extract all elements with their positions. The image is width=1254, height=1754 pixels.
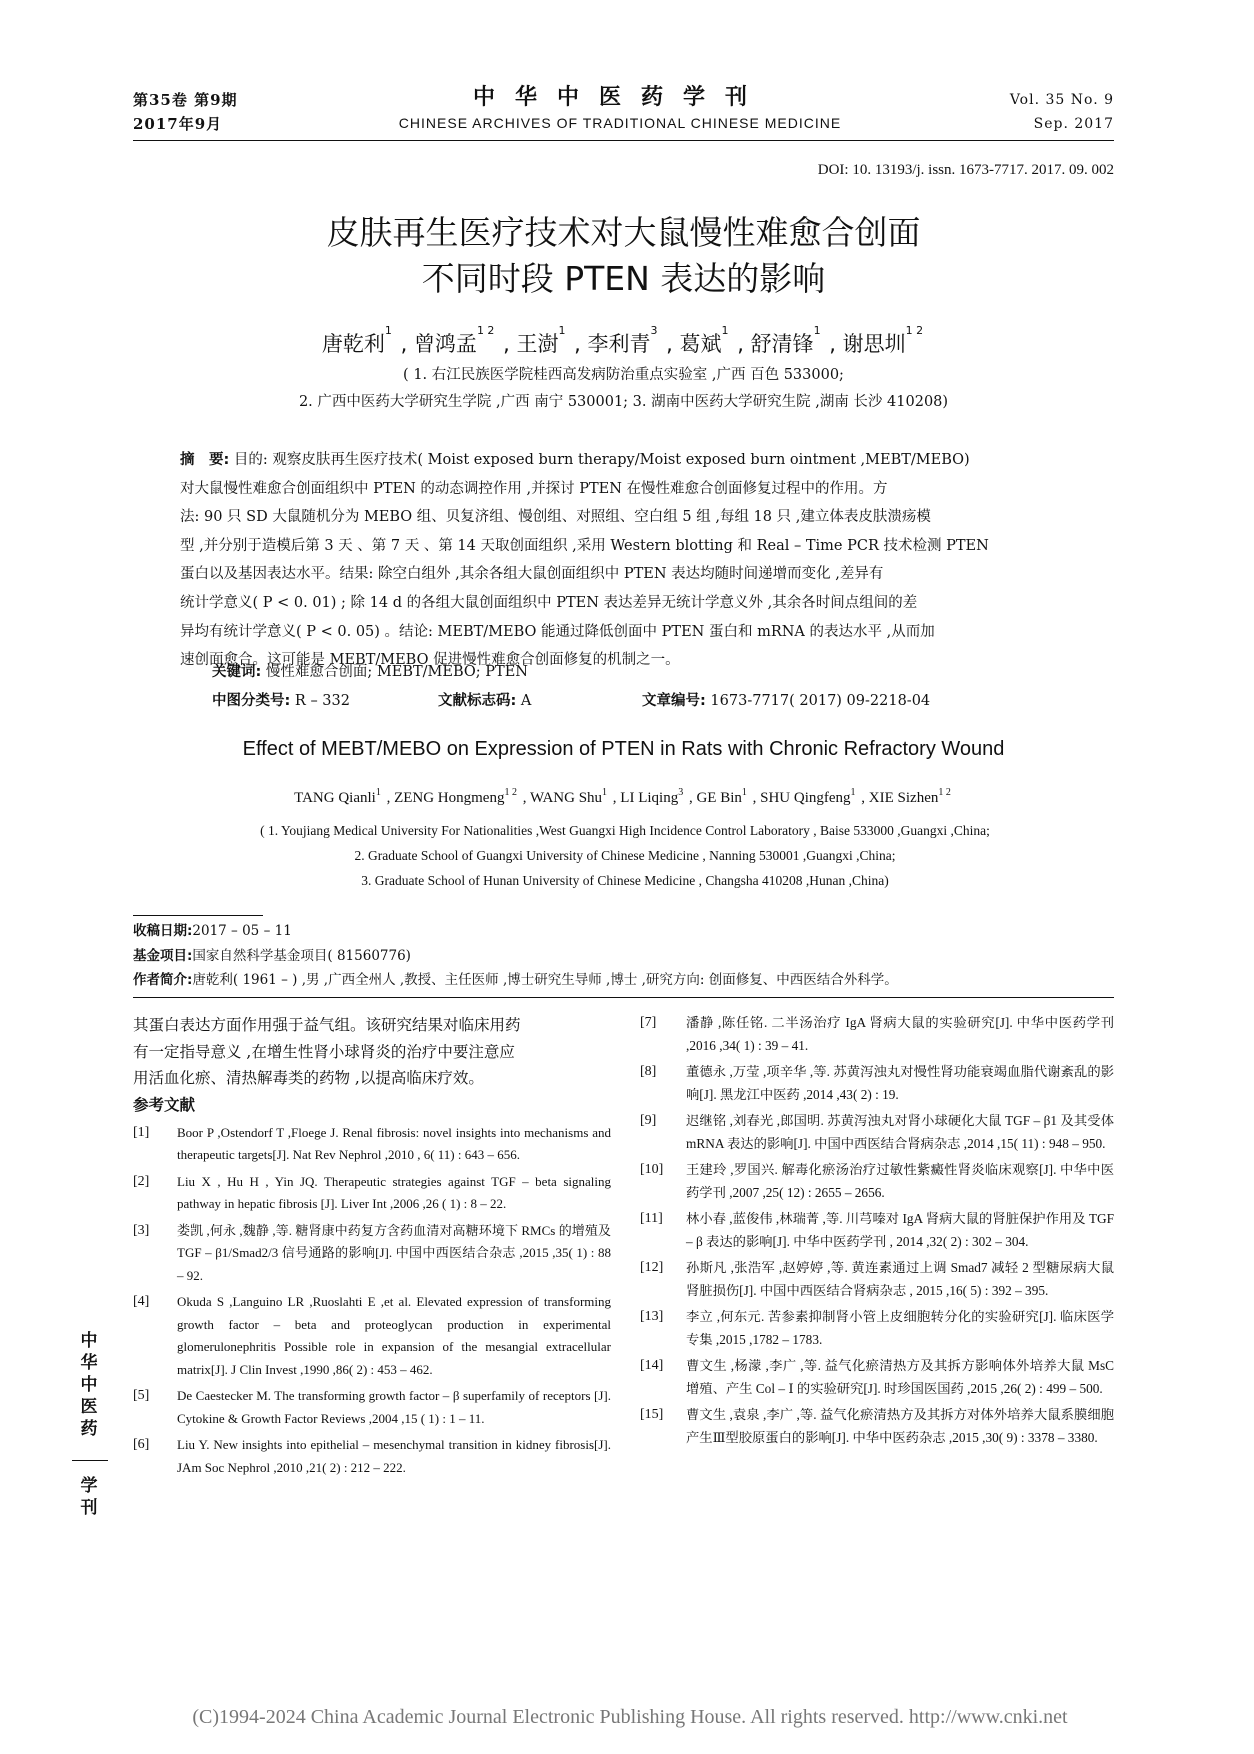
reference-item: [4] Okuda S ,Languino LR ,Ruoslahti E ,et al. Elevated expression of transforming growth factor – beta and proteoglycan production in experimental glomerulonephritis Possible role in expansion of the mesangial extracellular matrix[J]. J Clin Invest ,1990 ,86( 2) : 453 – 462. bbox=[133, 1294, 611, 1377]
abstract-line: 摘 要: 目的: 观察皮肤再生医疗技术( Moist exposed burn therapy/Moist exposed burn ointment ,MEBT/MEBO) bbox=[180, 452, 970, 468]
abstract-line: 异均有统计学意义( P < 0. 05) 。结论: MEBT/MEBO 能通过降低创面中 PTEN 蛋白和 mRNA 的表达水平 ,从而加 bbox=[180, 623, 935, 640]
header-volume-en bbox=[1010, 88, 1114, 136]
journal-masthead bbox=[360, 80, 880, 131]
footnote-author: 作者简介:唐乾利( 1961 – ) ,男 ,广西全州人 ,教授、主任医师 ,博士研究生导师 ,博士 ,研究方向: 创面修复、中西医结合外科学。 bbox=[133, 972, 898, 988]
left-column bbox=[133, 1012, 611, 1483]
reference-item: [5] De Caestecker M. The transforming growth factor – β superfamily of receptors [J]. Cytokine & Growth Factor Reviews ,2004 ,15 ( 1) : 1 – 11. bbox=[133, 1388, 611, 1426]
affiliation-cn-line: ( 1. 右江民族医学院桂西高发病防治重点实验室 ,广西 百色 533000; bbox=[403, 367, 844, 383]
authors-cn: 唐乾利$^1$ , 曾鸿孟$^{1 2}$ , 王澍$^1$ , 李利青$^3$ , 葛斌$^1$ , 舒清锋$^1$ , 谢思圳$^{1 2}$ bbox=[321, 324, 924, 356]
title-cn-line2: 不同时段 PTEN 表达的影响 bbox=[421, 259, 826, 298]
reference-item: [11] 林小春 ,蓝俊伟 ,林瑞菁 ,等. 川芎嗪对 IgA 肾病大鼠的肾脏保护作用及 TGF – β 表达的影响[J]. 中华中医药学刊 , 2014 ,32( 2) : 302 – 304. bbox=[640, 1211, 1114, 1249]
author-cn: 谢思圳$^{1 2}$ bbox=[842, 324, 924, 356]
author-en: LI Liqing$^3$ bbox=[620, 787, 684, 806]
abstract-line: 速创面愈合。这可能是 MEBT/MEBO 促进慢性难愈合创面修复的机制之一。 bbox=[180, 652, 680, 669]
title-cn bbox=[133, 210, 1114, 302]
affiliations-cn bbox=[133, 362, 1114, 416]
body-line: 用活血化瘀、清热解毒类的药物 ,以提高临床疗效。 bbox=[133, 1069, 484, 1087]
title-cn-line1: 皮肤再生医疗技术对大鼠慢性难愈合创面 bbox=[326, 213, 921, 252]
reference-item: [2] Liu X , Hu H , Yin JQ. Therapeutic strategies against TGF – beta signaling pathway in hepatic fibrosis [J]. Liver Int ,2006 ,26 ( 1) : 8 – 22. bbox=[133, 1173, 611, 1211]
keywords-label: 关键词: bbox=[212, 664, 262, 680]
author-cn: 曾鸿孟$^{1 2}$ bbox=[413, 324, 495, 356]
title-en: Effect of MEBT/MEBO on Expression of PTEN in Rats with Chronic Refractory Wound bbox=[242, 738, 1005, 760]
author-cn: 唐乾利$^1$ bbox=[321, 324, 392, 356]
header-volume bbox=[133, 88, 238, 136]
reference-item: [10] 王建玲 ,罗国兴. 解毒化瘀汤治疗过敏性紫癜性肾炎临床观察[J]. 中华中医药学刊 ,2007 ,25( 12) : 2655 – 2656. bbox=[640, 1162, 1114, 1200]
author-en: TANG Qianli$^1$ bbox=[294, 787, 381, 806]
reference-item: [14] 曹文生 ,杨濛 ,李广 ,等. 益气化瘀清热方及其拆方影响体外培养大鼠 MsC 增殖、产生 Col – Ⅰ 的实验研究[J]. 时珍国医国药 ,2015 ,26( 2) : 499 – 500. bbox=[640, 1358, 1114, 1396]
reference-item: [1] Boor P ,Ostendorf T ,Floege J. Renal fibrosis: novel insights into mechanisms and therapeutic targets[J]. Nat Rev Nephrol ,2010 , 6( 11) : 643 – 656. bbox=[133, 1124, 611, 1162]
side-journal-label-top: 中 华 中 医 药 bbox=[80, 1331, 98, 1439]
doi: DOI: 10. 13193/j. issn. 1673-7717. 2017. 09. 002 bbox=[817, 162, 1114, 178]
section-rule bbox=[133, 997, 1114, 998]
reference-item: [8] 董德永 ,万莹 ,项辛华 ,等. 苏黄泻浊丸对慢性肾功能衰竭血脂代谢紊乱的影响[J]. 黑龙江中医药 ,2014 ,43( 2) : 19. bbox=[640, 1064, 1114, 1102]
body-line: 有一定指导意义 ,在增生性肾小球肾炎的治疗中要注意应 bbox=[133, 1042, 515, 1061]
footnotes bbox=[133, 919, 898, 993]
affiliation-en-line: 3. Graduate School of Hunan University of Chinese Medicine , Changsha 410208 ,Hunan ,China) bbox=[361, 873, 889, 888]
author-en: GE Bin$^1$ bbox=[696, 787, 747, 806]
copyright-footer: (C)1994-2024 China Academic Journal Electronic Publishing House. All rights reserved. http://www.cnki.net bbox=[192, 1706, 1068, 1728]
body-text bbox=[133, 1012, 611, 1092]
author-cn: 李利青$^3$ bbox=[587, 324, 658, 356]
abstract-line: 统计学意义( P < 0. 01) ; 除 14 d 的各组大鼠创面组织中 PTEN 表达差异无统计学意义外 ,其余各时间点组间的差 bbox=[180, 594, 918, 611]
author-cn: 舒清锋$^1$ bbox=[750, 324, 821, 356]
footnote-fund: 基金项目:国家自然科学基金项目( 81560776) bbox=[133, 947, 411, 964]
article-number: 文章编号: 1673-7717( 2017) 09-2218-04 bbox=[642, 693, 931, 709]
reference-item: [9] 迟继铭 ,刘春光 ,郎国明. 苏黄泻浊丸对肾小球硬化大鼠 TGF – β1 及其受体 mRNA 表达的影响[J]. 中国中西医结合肾病杂志 ,2014 ,15( 11) : 948 – 950. bbox=[640, 1113, 1114, 1151]
affiliation-en-line: 2. Graduate School of Guangxi University of Chinese Medicine , Nanning 530001 ,Guangxi ,China; bbox=[354, 848, 896, 863]
author-cn: 葛斌$^1$ bbox=[679, 324, 729, 356]
abstract-line: 型 ,并分别于造模后第 3 天 、第 7 天 、第 14 天取创面组织 ,采用 Western blotting 和 Real – Time PCR 技术检测 PTEN bbox=[180, 537, 989, 554]
author-en: ZENG Hongmeng$^{1 2}$ bbox=[394, 787, 517, 806]
clc-number: 中图分类号: R – 332 bbox=[212, 693, 350, 709]
affiliations-en bbox=[160, 818, 1090, 893]
header-volume-issue: 第35卷 第9期 bbox=[133, 91, 238, 109]
side-rule bbox=[72, 1460, 108, 1461]
abstract-label: 摘 要: bbox=[180, 452, 230, 468]
abstract bbox=[180, 446, 1080, 675]
header-date-cn: 2017年9月 bbox=[133, 115, 223, 133]
abstract-line: 法: 90 只 SD 大鼠随机分为 MEBO 组、贝复济组、慢创组、对照组、空白组 5 组 ,每组 18 只 ,建立体表皮肤溃疡模 bbox=[180, 509, 931, 526]
abstract-line: 对大鼠慢性难愈合创面组织中 PTEN 的动态调控作用 ,并探讨 PTEN 在慢性难愈合创面修复过程中的作用。方 bbox=[180, 480, 888, 497]
reference-item: [12] 孙斯凡 ,张浩军 ,赵婷婷 ,等. 黄连素通过上调 Smad7 减轻 2 型糖尿病大鼠肾脏损伤[J]. 中国中西医结合肾病杂志 , 2015 ,16( 5) : 392 – 395. bbox=[640, 1260, 1114, 1298]
footnote-rule bbox=[133, 915, 263, 916]
keywords bbox=[212, 660, 528, 681]
body-line: 其蛋白表达方面作用强于益气组。该研究结果对临床用药 bbox=[133, 1016, 521, 1034]
author-cn: 王澍$^1$ bbox=[516, 324, 566, 356]
header-date-en: Sep. 2017 bbox=[1033, 116, 1114, 132]
keywords-text: 慢性难愈合创面; MEBT/MEBO; PTEN bbox=[265, 664, 528, 680]
affiliation-cn-line: 2. 广西中医药大学研究生学院 ,广西 南宁 530001; 3. 湖南中医药大学研究生院 ,湖南 长沙 410208) bbox=[298, 394, 949, 410]
header-rule bbox=[133, 140, 1114, 141]
header-volume-issue-en: Vol. 35 No. 9 bbox=[1009, 92, 1114, 108]
authors-en: TANG Qianli$^1$ , ZENG Hongmeng$^{1 2}$ , WANG Shu$^1$ , LI Liqing$^3$ , GE Bin$^1$ , SHU Qingfeng$^1$ , XIE Sizhen$^{1 2}$ bbox=[294, 787, 951, 806]
reference-item: [15] 曹文生 ,袁泉 ,李广 ,等. 益气化瘀清热方及其拆方对体外培养大鼠系膜细胞产生Ⅲ型胶原蛋白的影响[J]. 中华中医药杂志 ,2015 ,30( 9) : 3378 – 3380. bbox=[640, 1407, 1114, 1445]
reference-item: [13] 李立 ,何东元. 苦参素抑制肾小管上皮细胞转分化的实验研究[J]. 临床医学专集 ,2015 ,1782 – 1783. bbox=[640, 1309, 1114, 1347]
reference-item: [6] Liu Y. New insights into epithelial – mesenchymal transition in kidney fibrosis[J]. JAm Soc Nephrol ,2010 ,21( 2) : 212 – 222. bbox=[133, 1437, 611, 1475]
reference-item: [7] 潘静 ,陈任铭. 二半汤治疗 IgA 肾病大鼠的实验研究[J]. 中华中医药学刊 ,2016 ,34( 1) : 39 – 41. bbox=[640, 1015, 1114, 1053]
journal-name-cn: 中华中医药学刊 bbox=[472, 84, 767, 110]
abstract-line: 蛋白以及基因表达水平。结果: 除空白组外 ,其余各组大鼠创面组织中 PTEN 表达均随时间递增而变化 ,差异有 bbox=[180, 566, 884, 583]
author-en: SHU Qingfeng$^1$ bbox=[760, 787, 856, 806]
author-en: XIE Sizhen$^{1 2}$ bbox=[868, 787, 951, 806]
affiliation-en-line: ( 1. Youjiang Medical University For Nationalities ,West Guangxi High Incidence Control Laboratory , Baise 533000 ,Guangxi ,China; bbox=[260, 823, 990, 838]
author-en: WANG Shu$^1$ bbox=[529, 787, 608, 806]
side-journal-label-bottom: 学 刊 bbox=[80, 1476, 98, 1518]
reference-item: [3] 娄凯 ,何永 ,魏静 ,等. 糖肾康中药复方含药血清对高糖环境下 RMCs 的增殖及 TGF – β1/Smad2/3 信号通路的影响[J]. 中国中西医结合杂志 ,2015 ,35( 1) : 88 – 92. bbox=[133, 1222, 611, 1283]
document-code: 文献标志码: A bbox=[438, 693, 532, 709]
footnote-received: 收稿日期:2017 – 05 – 11 bbox=[133, 923, 292, 939]
references-heading: 参考文献 bbox=[133, 1095, 196, 1114]
right-column bbox=[640, 1012, 1114, 1453]
journal-name-en: CHINESE ARCHIVES OF TRADITIONAL CHINESE MEDICINE bbox=[398, 115, 842, 131]
